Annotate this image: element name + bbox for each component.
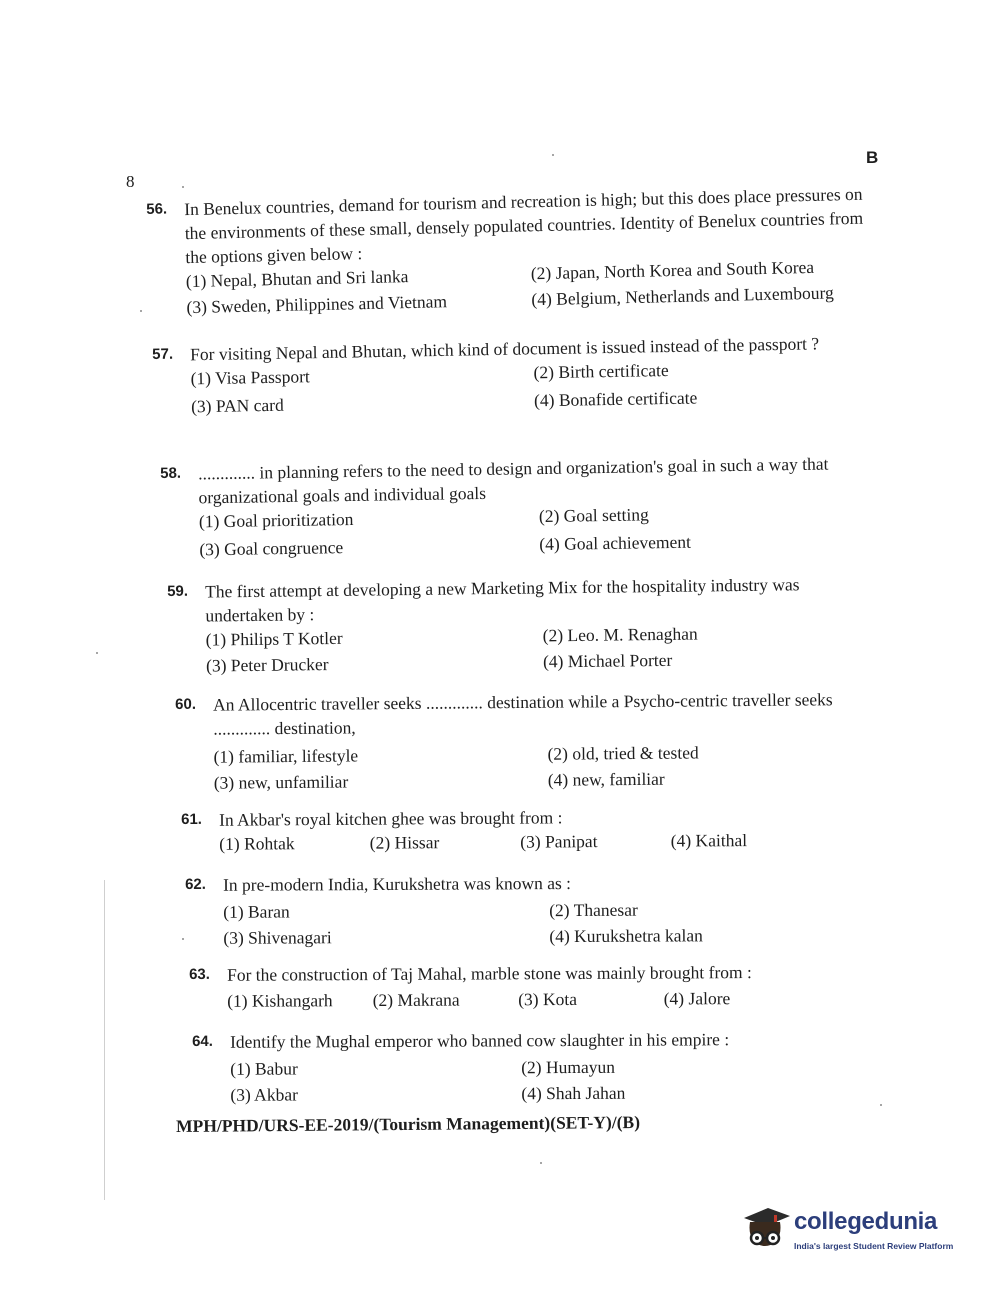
option-2: (2) Leo. M. Renaghan [542, 623, 698, 646]
question-text: Identify the Mughal emperor who banned cow slaughter in his empire : [230, 1029, 730, 1052]
option-4: (4) Bonafide certificate [533, 387, 698, 411]
option-4: (4) Shah Jahan [521, 1082, 626, 1104]
option-2: (2) Makrana [372, 989, 460, 1011]
option-2: (2) Hissar [369, 832, 440, 853]
question-56 [146, 181, 877, 319]
option-1: (1) Baran [223, 901, 290, 922]
option-2: (2) Thanesar [549, 899, 638, 921]
option-2: (2) Humayun [521, 1056, 616, 1078]
option-3: (3) PAN card [190, 394, 284, 417]
question-number: 59. [167, 582, 189, 600]
page-number: 8 [126, 172, 135, 191]
question-number: 58. [160, 464, 182, 482]
question-text: In Akbar's royal kitchen ghee was brought from : [219, 807, 563, 830]
option-1: (1) Kishangarh [227, 990, 333, 1011]
option-1: (1) familiar, lifestyle [213, 745, 359, 767]
brand-name: collegedunia [794, 1208, 938, 1235]
option-4: (4) new, familiar [547, 768, 665, 790]
option-4: (4) Goal achievement [539, 531, 692, 555]
question-58 [160, 451, 879, 562]
option-4: (4) Michael Porter [542, 649, 673, 672]
scan-speck [540, 1162, 542, 1164]
scan-speck [182, 938, 184, 940]
option-3: (3) Sweden, Philippines and Vietnam [186, 291, 448, 318]
option-1: (1) Goal prioritization [198, 508, 354, 532]
option-3: (3) Goal congruence [199, 537, 344, 560]
option-3: (3) Akbar [230, 1084, 298, 1105]
question-63 [189, 960, 809, 1013]
scan-speck [880, 1104, 882, 1106]
question-text: In Benelux countries, demand for tourism and recreation is high; but this does place pressures on the environments of these small, densely populated countries. Identity of Benelux countries from the options given below : [184, 183, 864, 268]
option-1: (1) Visa Passport [190, 366, 310, 389]
option-2: (2) old, tried & tested [547, 742, 699, 764]
question-text: The first attempt at developing a new Marketing Mix for the hospitality industry was undertaken by : [205, 574, 800, 626]
question-number: 56. [146, 200, 168, 218]
question-number: 61. [181, 810, 202, 828]
option-2: (2) Birth certificate [533, 359, 669, 383]
option-4: (4) Kaithal [670, 830, 748, 851]
footer-code: MPH/PHD/URS-EE-2019/(Tourism Management)(SET-Y)/(B) [176, 1111, 641, 1136]
scan-speck [140, 310, 142, 312]
question-text: For the construction of Taj Mahal, marble stone was mainly brought from : [227, 962, 752, 985]
question-number: 57. [152, 345, 174, 363]
option-3: (3) Kota [518, 988, 578, 1010]
question-text: ............. in planning refers to the need to design and organization's goal in such a way that organizational goals and individual goals [198, 453, 829, 508]
option-1: (1) Babur [230, 1058, 298, 1079]
option-2: (2) Goal setting [538, 504, 649, 527]
set-letter: B [866, 148, 879, 167]
question-62 [185, 869, 875, 950]
question-number: 62. [185, 875, 206, 893]
option-3: (3) Panipat [520, 831, 598, 852]
option-4: (4) Belgium, Netherlands and Luxembourg [531, 282, 835, 310]
option-4: (4) Kurukshetra kalan [549, 925, 703, 947]
option-1: (1) Nepal, Bhutan and Sri lanka [185, 266, 409, 292]
question-64 [192, 1027, 812, 1107]
question-59 [167, 571, 880, 678]
scan-speck [96, 652, 98, 654]
scan-border-line [104, 880, 105, 1200]
question-61 [181, 804, 821, 856]
scan-speck [552, 154, 554, 156]
brand-tagline: India's largest Student Review Platform [794, 1241, 954, 1251]
question-text: For visiting Nepal and Bhutan, which kind of document is issued instead of the passport ? [190, 333, 820, 365]
scan-speck [182, 186, 184, 188]
question-text: An Allocentric traveller seeks ............. destination while a Psycho-centric traveller seeks ............. destination, [213, 689, 833, 739]
question-text: In pre-modern India, Kurukshetra was known as : [223, 872, 572, 895]
question-number: 63. [189, 965, 210, 983]
option-4: (4) Jalore [663, 988, 731, 1009]
collegedunia-watermark [738, 1198, 963, 1260]
question-number: 64. [192, 1032, 213, 1050]
option-2: (2) Japan, North Korea and South Korea [530, 256, 815, 284]
option-3: (3) Peter Drucker [205, 654, 329, 676]
option-1: (1) Rohtak [219, 833, 295, 854]
option-3: (3) Shivenagari [223, 927, 332, 948]
question-57 [152, 330, 877, 419]
option-1: (1) Philips T Kotler [205, 627, 343, 650]
question-60 [175, 687, 882, 795]
mascot-icon [738, 1200, 792, 1256]
option-3: (3) new, unfamiliar [213, 771, 349, 793]
question-number: 60. [175, 695, 197, 713]
